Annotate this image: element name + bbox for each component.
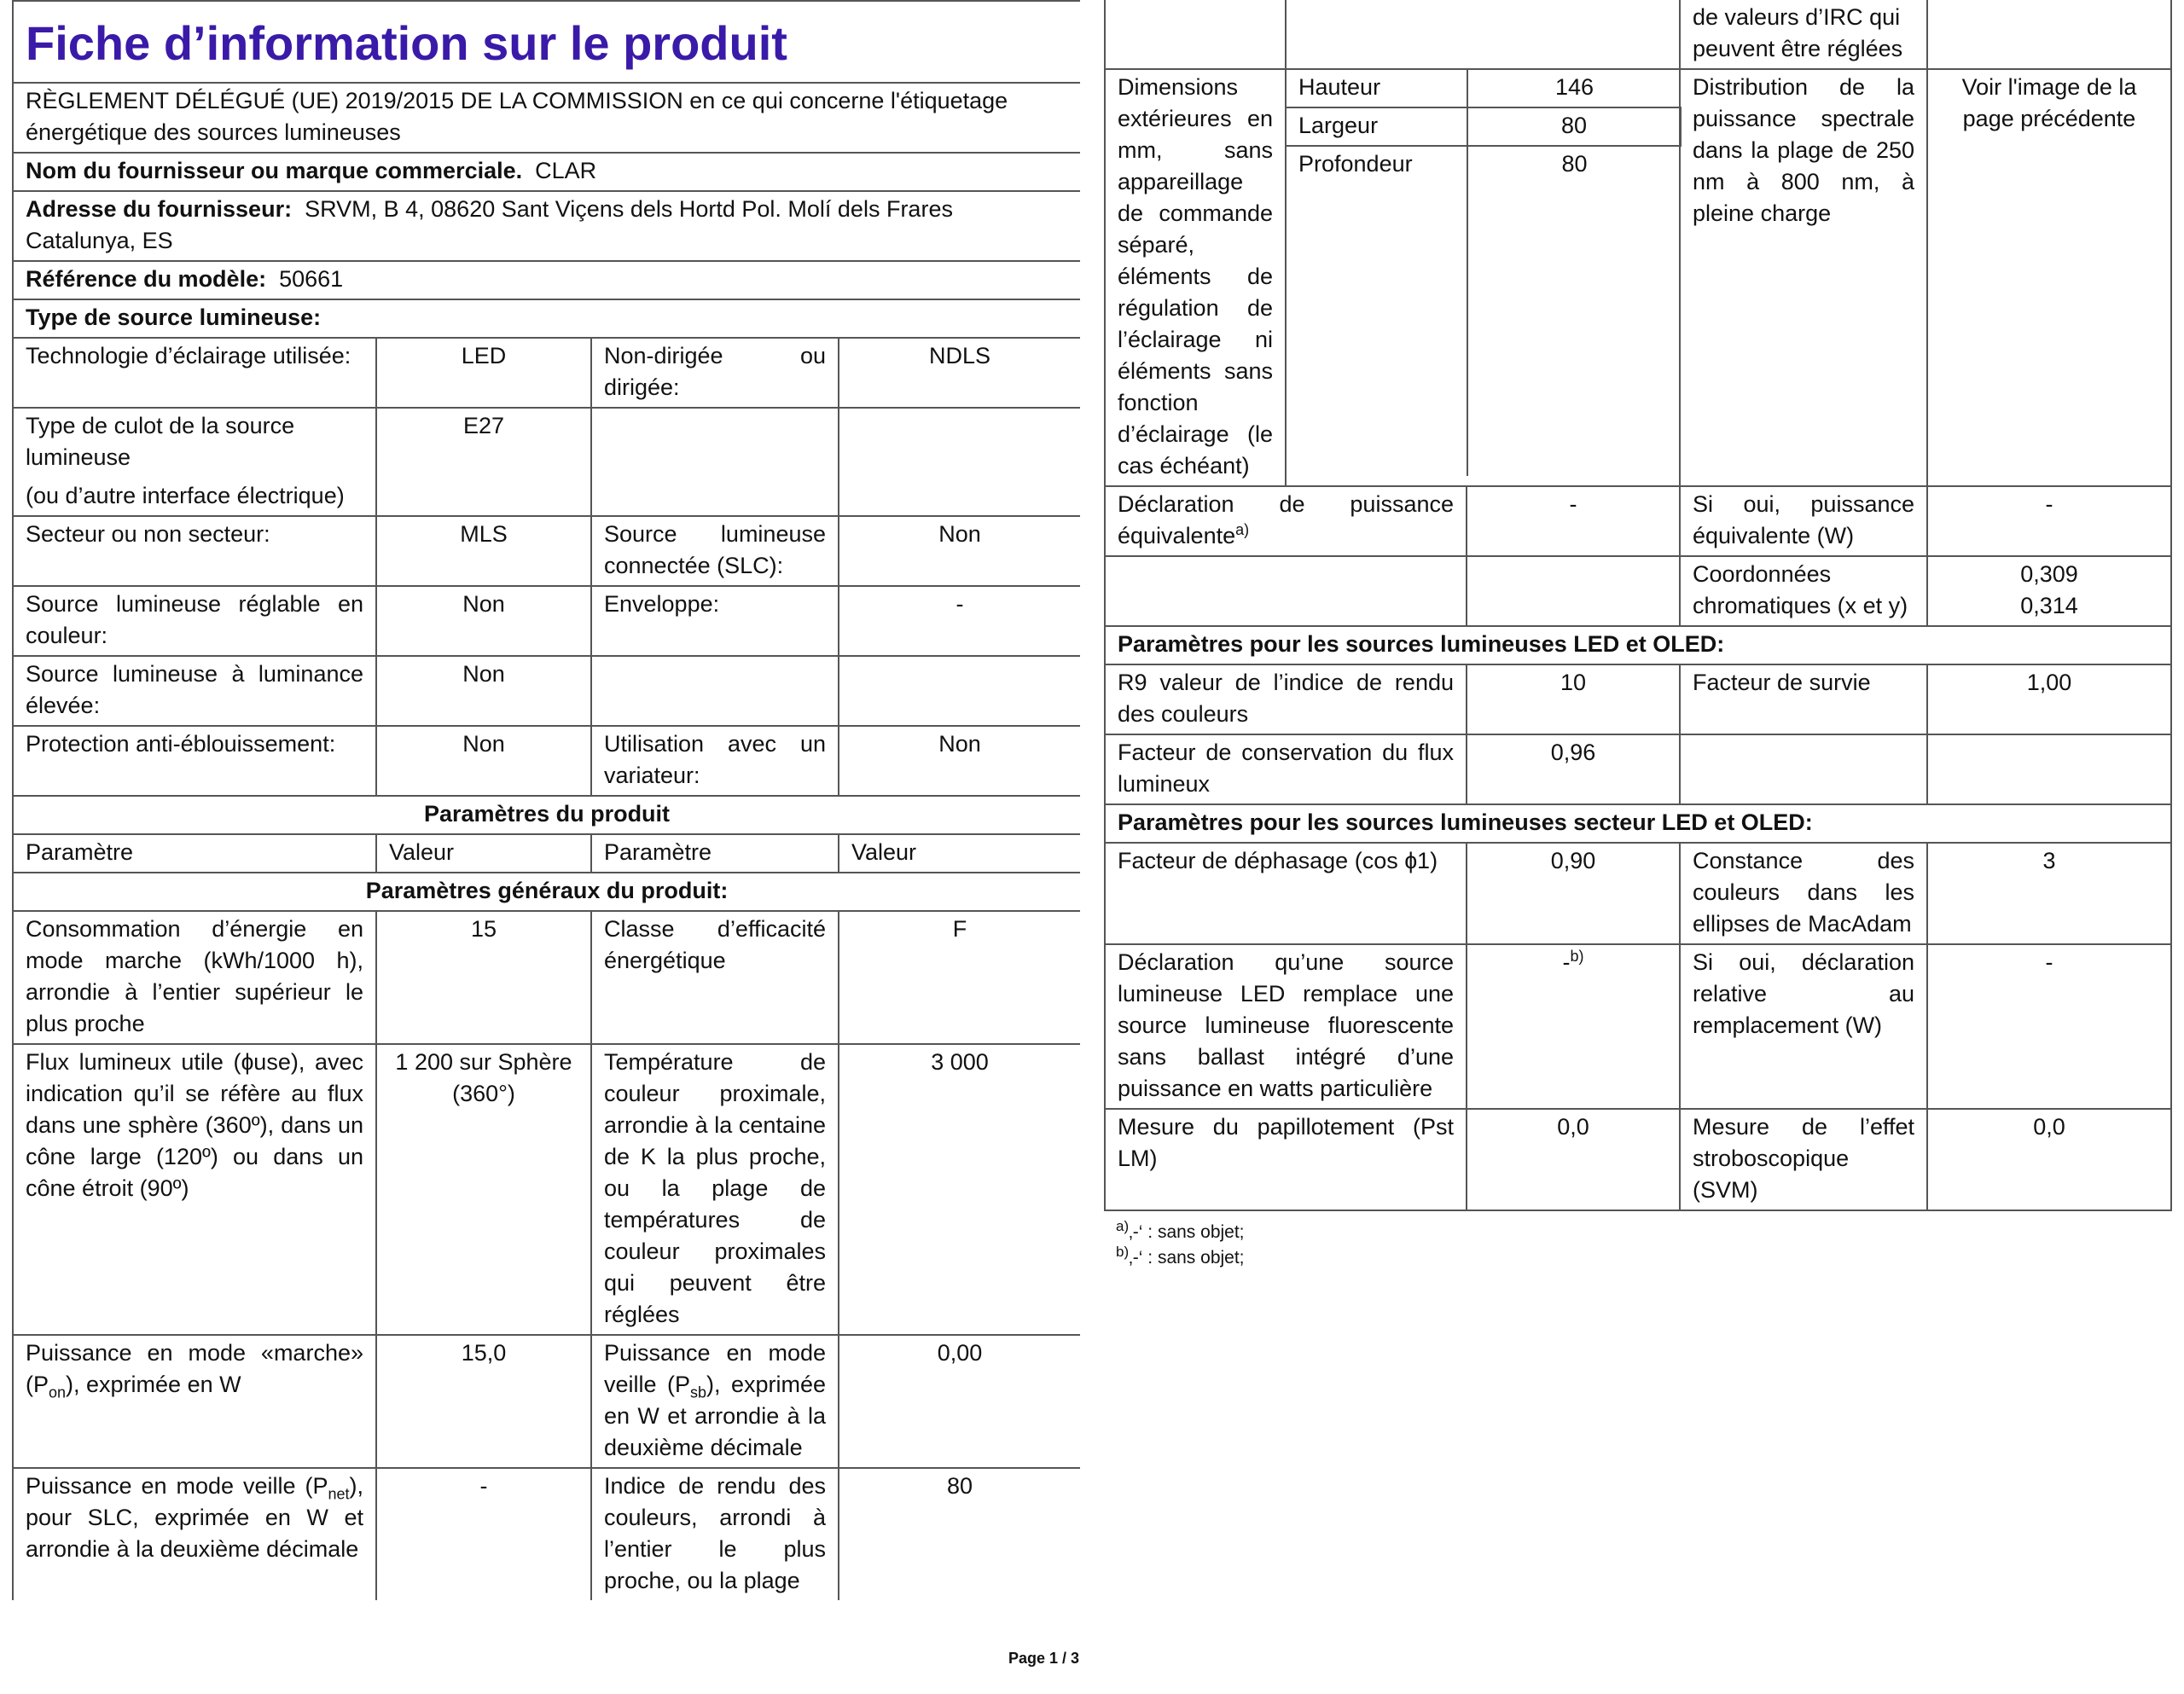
param-label: Si oui, déclaration relative au remplacement (W) (1680, 944, 1927, 1109)
label-part: ), exprimée en W et arrondie à la deuxième décimale (604, 1372, 826, 1460)
product-params-heading: Paramètres du produit (13, 796, 1080, 834)
param-label: Technologie d’éclairage utilisée: (13, 338, 376, 408)
param-label: Indice de rendu des couleurs, arrondi à l’entier le plus proche, ou la plage (591, 1468, 839, 1600)
table-row (13, 1335, 1080, 1468)
param-label: Secteur ou non secteur: (13, 516, 376, 586)
label-part: Puissance en mode veille (P (26, 1473, 328, 1499)
param-value: Non (376, 656, 591, 726)
footnote (1104, 1220, 2170, 1245)
chroma-x: 0,309 (2020, 561, 2078, 587)
table-row (1105, 944, 2171, 1109)
led-params-heading: Paramètres pour les sources lumineuses LED et OLED: (1105, 626, 2171, 664)
info-table-right (1104, 0, 2172, 1211)
param-value: - (1927, 486, 2171, 556)
label-part: ), pour SLC, exprimée en W et arrondie à la deuxième décimale (26, 1473, 363, 1562)
empty-cell (1105, 0, 1286, 69)
dimension-label: Hauteur (1287, 70, 1467, 107)
model-label: Référence du modèle: (26, 266, 267, 292)
address-value: SRVM, B 4, 08620 Sant Viçens dels Hortd Pol. Molí dels Frares Catalunya, ES (26, 196, 953, 253)
param-label-line: Type de culot de la source lumineuse (26, 413, 295, 470)
left-column (12, 0, 1080, 1638)
spectral-label: Distribution de la puissance spectrale dans la plage de 250 nm à 800 nm, à pleine charge (1680, 69, 1927, 486)
param-label: Non-dirigée ou dirigée: (591, 338, 839, 408)
footnote-text: ‚-‘ : sans objet; (1129, 1248, 1245, 1268)
footnotes (1104, 1220, 2170, 1271)
col-header-value: Valeur (376, 834, 591, 873)
param-label: Si oui, puissance équivalente (W) (1680, 486, 1927, 556)
param-label: Déclaration qu’une source lumineuse LED remplace une source lumineuse fluorescente sans ballast intégré d’une puissance en watts particulière (1105, 944, 1467, 1109)
label-sub: sb (689, 1384, 706, 1401)
param-label (1105, 486, 1467, 556)
table-row (1105, 556, 2171, 626)
param-value: E27 (376, 408, 591, 516)
param-label (13, 408, 376, 516)
empty-cell (1467, 556, 1680, 626)
param-value: - (376, 1468, 591, 1600)
param-value: 80 (839, 1468, 1080, 1600)
footnote (1104, 1245, 2170, 1271)
table-row (13, 586, 1080, 656)
param-value: 0,90 (1467, 843, 1680, 944)
column-header-row (13, 834, 1080, 873)
model-value: 50661 (279, 266, 344, 292)
table-row (1105, 843, 2171, 944)
param-label: Enveloppe: (591, 586, 839, 656)
param-label: Facteur de déphasage (cos ɸ1) (1105, 843, 1467, 944)
table-row (13, 516, 1080, 586)
empty-cell (1680, 734, 1927, 804)
supplier-value: CLAR (535, 158, 597, 183)
table-row (1105, 1109, 2171, 1210)
supplier-row (13, 153, 1080, 191)
param-value (839, 408, 1080, 516)
supplier-label: Nom du fournisseur ou marque commerciale. (26, 158, 523, 183)
table-row (13, 656, 1080, 726)
param-value: 1 200 sur Sphère (360°) (376, 1044, 591, 1335)
table-row (1105, 486, 2171, 556)
param-label (591, 408, 839, 516)
param-label: Facteur de conservation du flux lumineux (1105, 734, 1467, 804)
page-title: Fiche d’information sur le produit (13, 1, 1080, 83)
col-header-value: Valeur (839, 834, 1080, 873)
param-value: NDLS (839, 338, 1080, 408)
info-table-left (12, 0, 1080, 1600)
param-label: Protection anti-éblouissement: (13, 726, 376, 796)
param-value: F (839, 911, 1080, 1044)
param-label: Flux lumineux utile (ɸuse), avec indication qu’il se réfère au flux dans une sphère (360º), dans un cône large (120º) ou dans un cône étroit (90º) (13, 1044, 376, 1335)
param-value: 0,0 (1467, 1109, 1680, 1210)
footnote-ref: a) (1235, 521, 1250, 538)
col-header-param: Paramètre (13, 834, 376, 873)
param-label (591, 656, 839, 726)
param-label (13, 1335, 376, 1468)
param-value: 0,00 (839, 1335, 1080, 1468)
address-label: Adresse du fournisseur: (26, 196, 293, 222)
table-row (13, 408, 1080, 516)
table-row (1105, 0, 2171, 69)
regulation-text: RÈGLEMENT DÉLÉGUÉ (UE) 2019/2015 DE LA COMMISSION en ce qui concerne l'étiquetage énergétique des sources lumineuses (13, 83, 1080, 153)
empty-cell (1927, 0, 2171, 69)
param-label: Mesure du papillotement (Pst LM) (1105, 1109, 1467, 1210)
model-row (13, 261, 1080, 299)
mains-led-params-heading: Paramètres pour les sources lumineuses secteur LED et OLED: (1105, 804, 2171, 843)
table-row (1105, 734, 2171, 804)
right-column (1104, 0, 2170, 1271)
param-value: 3 (1927, 843, 2171, 944)
param-label: Facteur de survie (1680, 664, 1927, 734)
param-value: Non (376, 586, 591, 656)
empty-cell (1286, 0, 1680, 69)
param-value: 15,0 (376, 1335, 591, 1468)
table-row (13, 726, 1080, 796)
footnote-mark: a) (1116, 1218, 1130, 1234)
dimension-value: 80 (1467, 107, 1681, 146)
label-part: Puissance en mode veille (P (604, 1340, 826, 1397)
param-value: - (1467, 486, 1680, 556)
address-row (13, 191, 1080, 261)
param-label: de valeurs d’IRC qui peuvent être réglées (1680, 0, 1927, 69)
dimension-value: 146 (1467, 70, 1681, 107)
param-value: 1,00 (1927, 664, 2171, 734)
empty-cell (1927, 734, 2171, 804)
label-part: ), exprimée en W (66, 1372, 241, 1397)
table-row (13, 338, 1080, 408)
dimensions-label: Dimensions extérieures en mm, sans appareillage de commande séparé, éléments de régulation de l’éclairage ni éléments sans fonction d’éclairage (le cas échéant) (1105, 69, 1286, 486)
param-label: Source lumineuse à luminance élevée: (13, 656, 376, 726)
param-label: Source lumineuse réglable en couleur: (13, 586, 376, 656)
param-label: R9 valeur de l’indice de rendu des couleurs (1105, 664, 1467, 734)
param-label: Température de couleur proximale, arrondie à la centaine de K la plus proche, ou la plage de températures de couleur proximales qui peuvent être réglées (591, 1044, 839, 1335)
dimension-label: Largeur (1287, 107, 1467, 146)
table-row (13, 1468, 1080, 1600)
dimension-value: 80 (1467, 146, 1681, 476)
param-label (591, 1335, 839, 1468)
param-label-line: (ou d’autre interface électrique) (26, 483, 345, 508)
param-label: Mesure de l’effet stroboscopique (SVM) (1680, 1109, 1927, 1210)
param-value: 15 (376, 911, 591, 1044)
param-value (1467, 944, 1680, 1109)
footnote-mark: b) (1116, 1244, 1130, 1260)
dimension-label: Profondeur (1287, 146, 1467, 476)
general-params-heading: Paramètres généraux du produit: (13, 873, 1080, 911)
param-value: Non (839, 516, 1080, 586)
spectral-value: Voir l'image de la page précédente (1927, 69, 2171, 486)
footnote-ref: b) (1570, 948, 1584, 965)
dimensions-table (1287, 70, 1682, 476)
param-label: Constance des couleurs dans les ellipses de MacAdam (1680, 843, 1927, 944)
table-row (13, 911, 1080, 1044)
value-part: - (1562, 949, 1571, 975)
param-value: 0,0 (1927, 1109, 2171, 1210)
chroma-y: 0,314 (2020, 593, 2078, 618)
param-label: Source lumineuse connectée (SLC): (591, 516, 839, 586)
table-row (1105, 69, 2171, 486)
param-value: 10 (1467, 664, 1680, 734)
param-value (1927, 556, 2171, 626)
param-value: Non (376, 726, 591, 796)
empty-cell (1105, 556, 1467, 626)
label-part: Puissance en mode «marche» (P (26, 1340, 363, 1397)
param-label: Utilisation avec un variateur: (591, 726, 839, 796)
label-sub: net (328, 1485, 350, 1503)
table-row (1105, 664, 2171, 734)
table-row (13, 1044, 1080, 1335)
param-value: - (839, 586, 1080, 656)
col-header-param: Paramètre (591, 834, 839, 873)
param-label: Consommation d’énergie en mode marche (kWh/1000 h), arrondie à l’entier supérieur le plus proche (13, 911, 376, 1044)
dimensions-cell (1286, 69, 1680, 486)
param-value: LED (376, 338, 591, 408)
param-value (839, 656, 1080, 726)
param-label (13, 1468, 376, 1600)
footnote-text: ‚-‘ : sans objet; (1129, 1222, 1245, 1242)
source-type-heading: Type de source lumineuse: (13, 299, 1080, 338)
param-value: 3 000 (839, 1044, 1080, 1335)
param-value: Non (839, 726, 1080, 796)
label-sub: on (49, 1384, 67, 1401)
page-number: Page 1 / 3 (1008, 1650, 1080, 1667)
param-value: 0,96 (1467, 734, 1680, 804)
param-label: Coordonnées chromatiques (x et y) (1680, 556, 1927, 626)
label-part: Déclaration de puissance équivalente (1118, 491, 1454, 548)
param-value: MLS (376, 516, 591, 586)
param-label: Classe d’efficacité énergétique (591, 911, 839, 1044)
param-value: - (1927, 944, 2171, 1109)
